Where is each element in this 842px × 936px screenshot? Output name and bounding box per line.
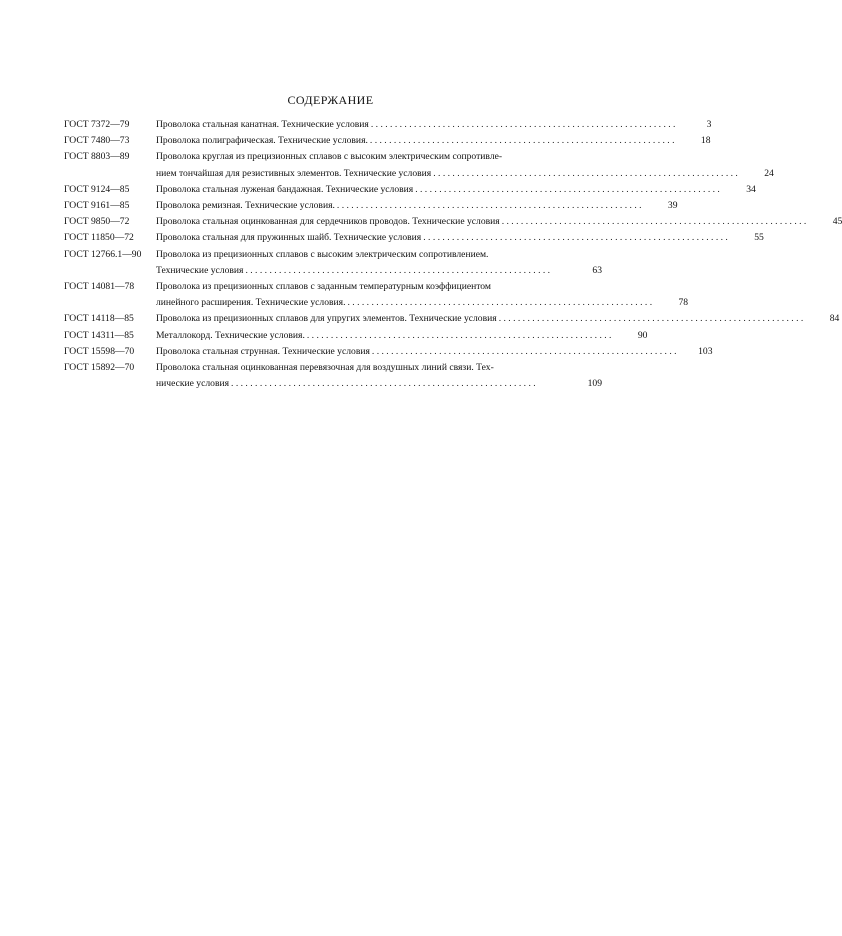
toc-entry-code: ГОСТ 7480—73	[64, 135, 130, 147]
dot-leader: . . . . . . . . . . . . . . . . . . . . . . . . . . . . . . . . . . . . . . . . . . . . . . . . . . . . . . . . . . . . . . . .	[370, 119, 676, 130]
toc-entry-description	[156, 328, 648, 344]
toc-entry-page-number: 103	[698, 345, 713, 357]
toc-entry	[64, 133, 711, 149]
toc-entry	[64, 279, 689, 311]
toc-entry-code: ГОСТ 11850—72	[64, 232, 134, 244]
toc-entry-description	[156, 344, 713, 360]
toc-entry-description	[156, 214, 842, 230]
toc-entry-text: нием тончайшая для резистивных элементов. Технические условия	[156, 167, 432, 179]
dot-leader: . . . . . . . . . . . . . . . . . . . . . . . . . . . . . . . . . . . . . . . . . . . . . . . . . . . . . . . . . . . . . . . .	[347, 297, 653, 309]
dot-leader: . . . . . . . . . . . . . . . . . . . . . . . . . . . . . . . . . . . . . . . . . . . . . . . . . . . . . . . . . . . . . . . .	[423, 232, 728, 244]
toc-entry-page-number: 55	[754, 232, 764, 244]
dot-leader: . . . . . . . . . . . . . . . . . . . . . . . . . . . . . . . . . . . . . . . . . . . . . . . . . . . . . . . . . . . . . . . .	[498, 313, 804, 325]
toc-entry	[64, 117, 712, 133]
dot-leader: . . . . . . . . . . . . . . . . . . . . . . . . . . . . . . . . . . . . . . . . . . . . . . . . . . . . . . . . . . . . . . . .	[336, 200, 642, 212]
dot-leader: . . . . . . . . . . . . . . . . . . . . . . . . . . . . . . . . . . . . . . . . . . . . . . . . . . . . . . . . . . . . . . . .	[415, 183, 720, 195]
toc-entry-text: Металлокорд. Технические условия.	[156, 329, 305, 341]
toc-entry-text: Проволока ремизная. Технические условия.	[156, 200, 335, 212]
toc-entry-description	[156, 247, 602, 279]
toc-entry-description	[156, 230, 764, 246]
toc-entry-code: ГОСТ 15892—70	[64, 362, 135, 374]
dot-leader: . . . . . . . . . . . . . . . . . . . . . . . . . . . . . . . . . . . . . . . . . . . . . . . . . . . . . . . . . . . . . . . .	[371, 345, 677, 357]
toc-entry-text: Проволока из прецизионных сплавов с заданным температурным коэффициентом	[156, 281, 491, 293]
dot-leader: . . . . . . . . . . . . . . . . . . . . . . . . . . . . . . . . . . . . . . . . . . . . . . . . . . . . . . . . . . . . . . . .	[501, 216, 807, 228]
toc-entry-page-number: 84	[829, 313, 840, 325]
toc-entry-text: Проволока круглая из прецизионных сплавов с высоким электрическим сопротивле-	[156, 151, 503, 163]
toc-entry-text: Проволока стальная струнная. Технические условия	[156, 345, 370, 357]
toc-entry	[64, 328, 648, 344]
toc-entry-code: ГОСТ 9850—72	[64, 216, 130, 228]
toc-entry-description	[156, 133, 711, 149]
toc-entry-description	[156, 149, 774, 181]
dot-leader: . . . . . . . . . . . . . . . . . . . . . . . . . . . . . . . . . . . . . . . . . . . . . . . . . . . . . . . . . . . . . . . .	[306, 329, 612, 341]
dot-leader: . . . . . . . . . . . . . . . . . . . . . . . . . . . . . . . . . . . . . . . . . . . . . . . . . . . . . . . . . . . . . . . .	[245, 264, 551, 276]
page-title: СОДЕРЖАНИЕ	[287, 93, 374, 107]
toc-entry-page-number: 34	[746, 183, 756, 195]
toc-entry-description	[156, 182, 756, 198]
dot-leader: . . . . . . . . . . . . . . . . . . . . . . . . . . . . . . . . . . . . . . . . . . . . . . . . . . . . . . . . . . . . . . . .	[369, 135, 675, 147]
toc-entry-code: ГОСТ 7372—79	[64, 119, 130, 130]
toc-entry-description	[156, 279, 689, 311]
toc-entry-page-number: 109	[587, 378, 602, 390]
toc-entry-text: линейного расширения. Технические условия.	[156, 297, 346, 309]
toc-entry-code: ГОСТ 8803—89	[64, 151, 130, 163]
toc-entry-page-number: 63	[592, 264, 602, 276]
toc-entry	[64, 311, 840, 327]
toc-entry	[64, 247, 602, 279]
toc-entry-page-number: 18	[700, 135, 711, 147]
toc-entry-description	[156, 311, 840, 327]
toc-entry-text: Проволока стальная оцинкованная перевязочная для воздушных линий связи. Тех-	[156, 362, 494, 374]
toc-entry	[64, 198, 678, 214]
toc-entry	[64, 344, 713, 360]
toc-entry-code: ГОСТ 14311—85	[64, 329, 134, 341]
toc-entry	[64, 230, 764, 246]
toc-entry-page-number: 45	[832, 216, 842, 228]
toc-entry-page-number: 3	[706, 119, 712, 130]
dot-leader: . . . . . . . . . . . . . . . . . . . . . . . . . . . . . . . . . . . . . . . . . . . . . . . . . . . . . . . . . . . . . . . .	[433, 167, 738, 179]
toc-entry	[64, 182, 756, 198]
table-of-contents	[64, 117, 842, 392]
toc-entry-text: нические условия	[156, 378, 230, 390]
toc-entry-text: Проволока стальная оцинкованная для сердечников проводов. Технические условия	[156, 216, 500, 228]
toc-entry-code: ГОСТ 9161—85	[64, 200, 130, 212]
toc-entry-code: ГОСТ 9124—85	[64, 183, 130, 195]
toc-entry-text: Проволока полиграфическая. Технические условия.	[156, 135, 368, 147]
toc-entry-description	[156, 117, 712, 133]
toc-entry-code: ГОСТ 12766.1—90	[64, 248, 142, 260]
toc-entry-text: Проволока из прецизионных сплавов для упругих элементов. Технические условия	[156, 313, 497, 325]
dot-leader: . . . . . . . . . . . . . . . . . . . . . . . . . . . . . . . . . . . . . . . . . . . . . . . . . . . . . . . . . . . . . . . .	[231, 378, 536, 390]
toc-entry-text: Проволока из прецизионных сплавов с высоким электрическим сопротивлением.	[156, 248, 489, 260]
toc-entry-text: Проволока стальная луженая бандажная. Технические условия	[156, 183, 414, 195]
toc-entry-page-number: 90	[637, 329, 648, 341]
toc-entry-text: Проволока стальная канатная. Технические условия	[156, 119, 369, 130]
toc-entry-page-number: 78	[678, 297, 689, 309]
toc-entry-code: ГОСТ 14081—78	[64, 281, 135, 293]
toc-entry	[64, 149, 774, 181]
toc-entry-code: ГОСТ 14118—85	[64, 313, 134, 325]
toc-entry-text: Технические условия	[156, 264, 244, 276]
toc-entry	[64, 360, 602, 392]
toc-entry-page-number: 24	[764, 167, 774, 179]
toc-entry-code: ГОСТ 15598—70	[64, 345, 135, 357]
toc-entry-page-number: 39	[667, 200, 678, 212]
toc-entry-description	[156, 198, 678, 214]
toc-entry-description	[156, 360, 602, 392]
toc-entry-text: Проволока стальная для пружинных шайб. Технические условия	[156, 232, 422, 244]
toc-entry	[64, 214, 842, 230]
